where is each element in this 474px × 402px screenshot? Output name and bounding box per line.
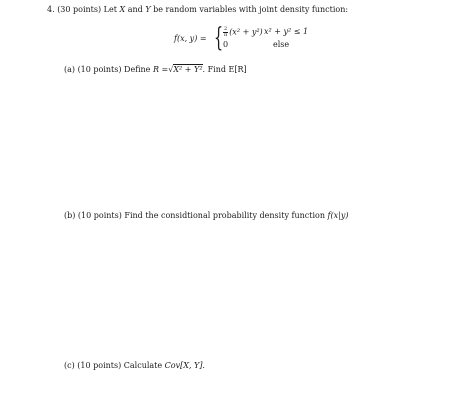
- case2-expression: 0: [223, 40, 229, 49]
- part-b-text: Find the considtional probability density function: [124, 211, 325, 220]
- part-c-points: (10 points): [77, 361, 122, 370]
- variable-x: X: [119, 5, 126, 14]
- part-c: [64, 362, 205, 370]
- part-a-r-def: R =: [152, 65, 169, 74]
- problem-text-and: and: [127, 5, 143, 14]
- case2-condition: else: [273, 40, 290, 49]
- part-b-expr: f(x|y): [327, 211, 349, 220]
- problem-number: 4.: [47, 5, 55, 14]
- part-c-expr: Cov[X, Y].: [164, 361, 205, 370]
- function-lhs: f(x, y) =: [174, 34, 207, 43]
- part-c-label: (c): [64, 361, 75, 370]
- part-a-text: Define: [124, 65, 151, 74]
- case1-condition: x² + y² ≤ 1: [264, 27, 309, 36]
- case1-expression: $\frac{2}{\pi}$ (x² + y²): [223, 26, 263, 38]
- problem-points: (30 points): [57, 5, 102, 14]
- part-b-points: (10 points): [77, 211, 122, 220]
- part-a-text2: . Find E[R]: [202, 65, 247, 74]
- part-c-text: Calculate: [123, 361, 163, 370]
- sqrt-symbol: √: [168, 65, 174, 74]
- variable-y: Y: [145, 5, 151, 14]
- part-a-points: (10 points): [77, 65, 122, 74]
- problem-text-rest: be random variables with joint density function:: [153, 5, 349, 14]
- cases-brace: {: [214, 23, 224, 53]
- part-a: [64, 66, 247, 74]
- case1-fraction: $\frac{2}{\pi}$: [223, 26, 228, 38]
- sqrt-argument: X² + Y²: [173, 65, 203, 74]
- part-b: [64, 212, 348, 220]
- problem-statement: [47, 6, 348, 14]
- part-b-label: (b): [64, 211, 76, 220]
- part-a-label: (a): [64, 65, 76, 74]
- problem-text-let: Let: [103, 5, 117, 14]
